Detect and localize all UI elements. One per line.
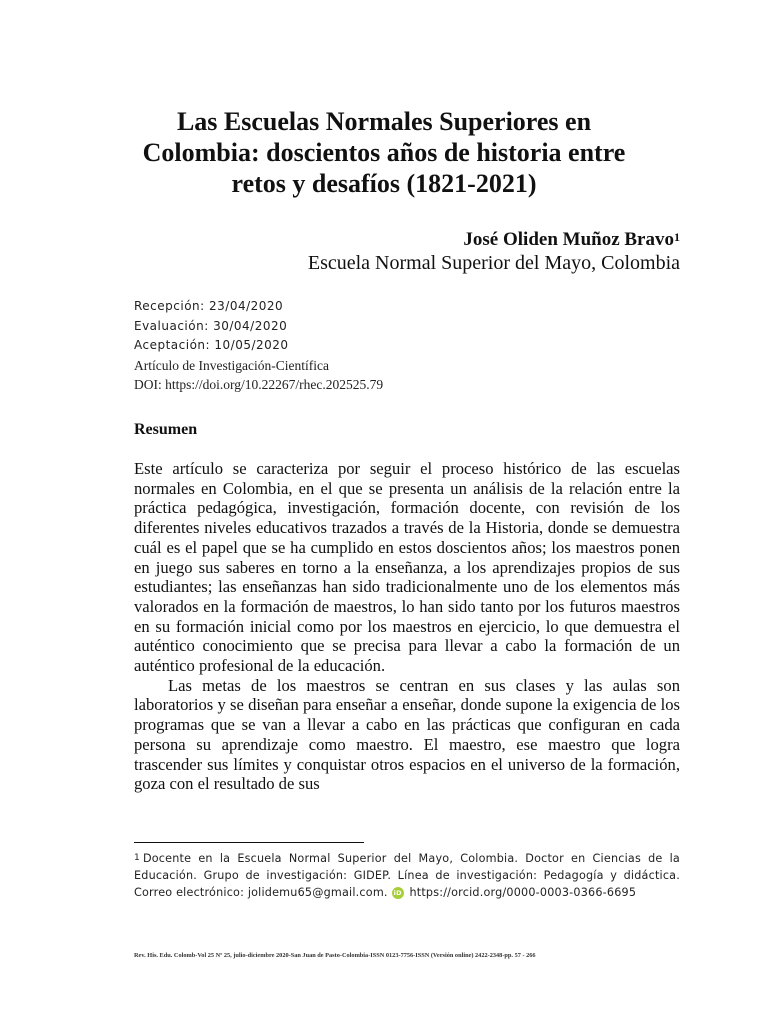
abstract-body <box>134 459 680 794</box>
article-title <box>120 106 648 199</box>
acceptance-date: Aceptación: 10/05/2020 <box>134 338 289 352</box>
author-name: José Oliden Muñoz Bravo <box>463 229 674 250</box>
author-affiliation: Escuela Normal Superior del Mayo, Colombia <box>307 252 680 274</box>
title-line-2: Colombia: doscientos años de historia entre <box>142 138 626 167</box>
footnote <box>134 851 680 901</box>
title-line-1: Las Escuelas Normales Superiores en <box>176 107 592 136</box>
evaluation-date: Evaluación: 30/04/2020 <box>134 318 288 333</box>
orcid-link[interactable]: https://orcid.org/0000-0003-0366-6695 <box>409 885 637 899</box>
article-metadata <box>134 297 654 395</box>
footnote-text: Docente en la Escuela Normal Superior del Mayo, Colombia. Doctor en Ciencias de la Educación. Grupo de investigación: GIDEP. Línea de investigación: Pedagogía y didáctica. Correo electrónico: jolidemu65@gmail.com. <box>134 852 680 899</box>
footnote-mark: 1 <box>134 853 140 863</box>
title-line-3: retos y desafíos (1821-2021) <box>231 169 537 198</box>
running-footer: Rev. His. Edu. Colomb-Vol 25 Nº 25, julio-diciembre 2020-San Juan de Pasto-Colombia-ISSN 0123-7756-ISSN (Versión online) 2422-2348-pp. 57 - 266 <box>134 952 536 959</box>
abstract-paragraph-2: Las metas de los maestros se centran en sus clases y las aulas son laboratorios y se diseñan para enseñar a enseñar, donde supone la exigencia de los programas que se van a llevar a cabo en las prácticas que configuran en cada persona su aprendizaje como maestro. El maestro, ese maestro que logra trascender sus límites y conquistar otros espacios en el universo de la formación, goza con el resultado de sus <box>134 675 680 794</box>
footnote-divider <box>134 842 364 843</box>
orcid-icon[interactable]: iD <box>393 888 402 897</box>
author-name-block <box>463 228 680 252</box>
reception-date: Recepción: 23/04/2020 <box>134 299 284 313</box>
abstract-heading: Resumen <box>134 421 198 438</box>
doi-link[interactable]: DOI: https://doi.org/10.22267/rhec.202525.79 <box>134 377 384 392</box>
article-type: Artículo de Investigación-Científica <box>134 357 329 373</box>
author-footnote-mark[interactable]: 1 <box>674 230 680 244</box>
abstract-paragraph-1: Este artículo se caracteriza por seguir el proceso histórico de las escuelas normales en Colombia, en el que se presenta un análisis de la relación entre la práctica pedagógica, investigación, formación docente, con revisión de los diferentes niveles educativos trazados a través de la Historia, donde se demuestra cuál es el papel que se ha cumplido en estos doscientos años; los maestros ponen en juego sus saberes en torno a la enseñanza, a los aprendizajes propios de sus estudiantes; las enseñanzas han sido tradicionalmente uno de los elementos más valorados en la formación de maestros, lo han sido tanto por los futuros maestros en su formación inicial como por los maestros en ejercicio, lo que demuestra el auténtico conocimiento que se precisa para llevar a cabo la formación de un auténtico profesional de la educación. <box>134 459 680 676</box>
